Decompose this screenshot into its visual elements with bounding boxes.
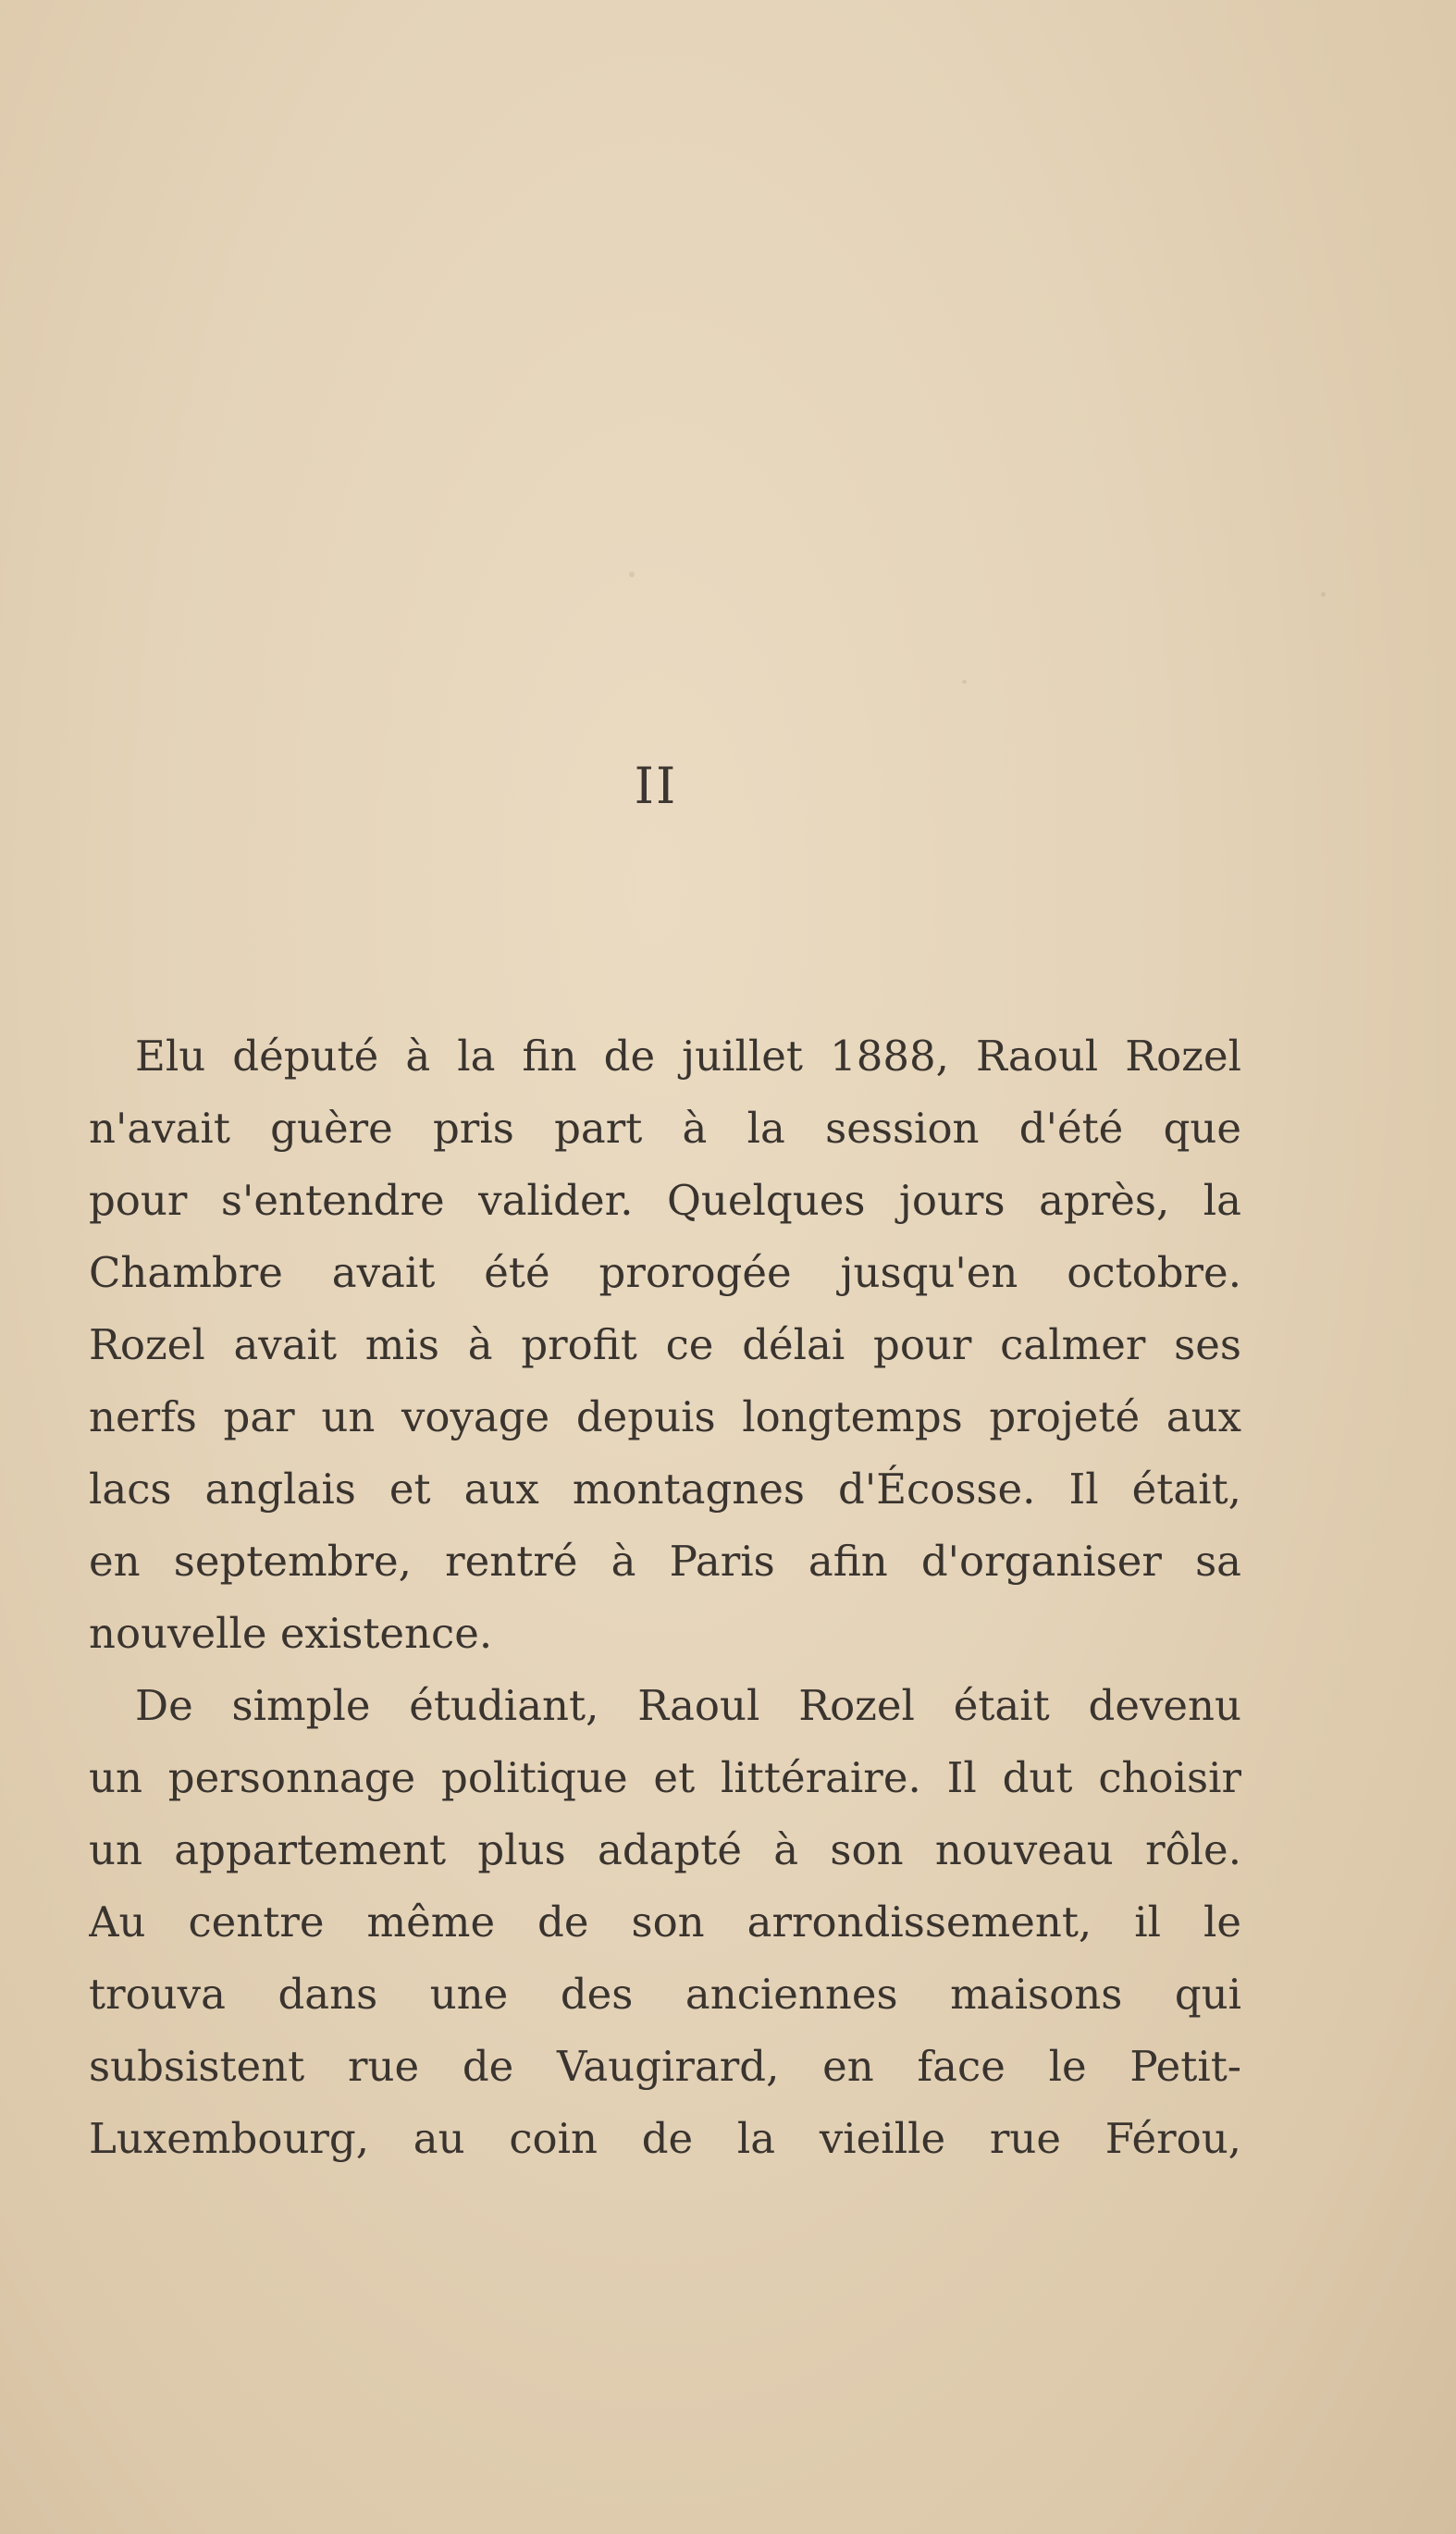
text-line: Luxembourg, au coin de la vieille rue Férou, bbox=[89, 2114, 1241, 2163]
text-line: nouvelle existence. bbox=[89, 1609, 493, 1658]
text-line: n'avait guère pris part à la session d'été que bbox=[89, 1104, 1241, 1153]
text-line: Au centre même de son arrondissement, il le bbox=[89, 1897, 1241, 1947]
paper-spot bbox=[1321, 592, 1326, 597]
text-line: nerfs par un voyage depuis longtemps projeté aux bbox=[89, 1392, 1241, 1441]
paper-spot bbox=[629, 572, 635, 577]
text-line: Chambre avait été prorogée jusqu'en octobre. bbox=[89, 1248, 1241, 1297]
text-line: pour s'entendre valider. Quelques jours après, la bbox=[89, 1176, 1241, 1225]
text-line: subsistent rue de Vaugirard, en face le Petit- bbox=[89, 2042, 1241, 2091]
text-line: un appartement plus adapté à son nouveau rôle. bbox=[89, 1825, 1241, 1874]
text-line: trouva dans une des anciennes maisons qui bbox=[89, 1970, 1241, 2019]
text-line: Rozel avait mis à profit ce délai pour calmer ses bbox=[89, 1320, 1241, 1369]
body-text bbox=[89, 1020, 1241, 2175]
text-line: en septembre, rentré à Paris afin d'organiser sa bbox=[89, 1537, 1241, 1586]
text-line: Elu député à la fin de juillet 1888, Raoul Rozel bbox=[135, 1032, 1241, 1081]
paper-spot bbox=[962, 680, 967, 684]
text-line: De simple étudiant, Raoul Rozel était devenu bbox=[135, 1681, 1241, 1730]
text-line: un personnage politique et littéraire. Il dut choisir bbox=[89, 1753, 1241, 1802]
text-line: lacs anglais et aux montagnes d'Écosse. Il était, bbox=[89, 1465, 1241, 1514]
chapter-number: II bbox=[634, 757, 678, 815]
